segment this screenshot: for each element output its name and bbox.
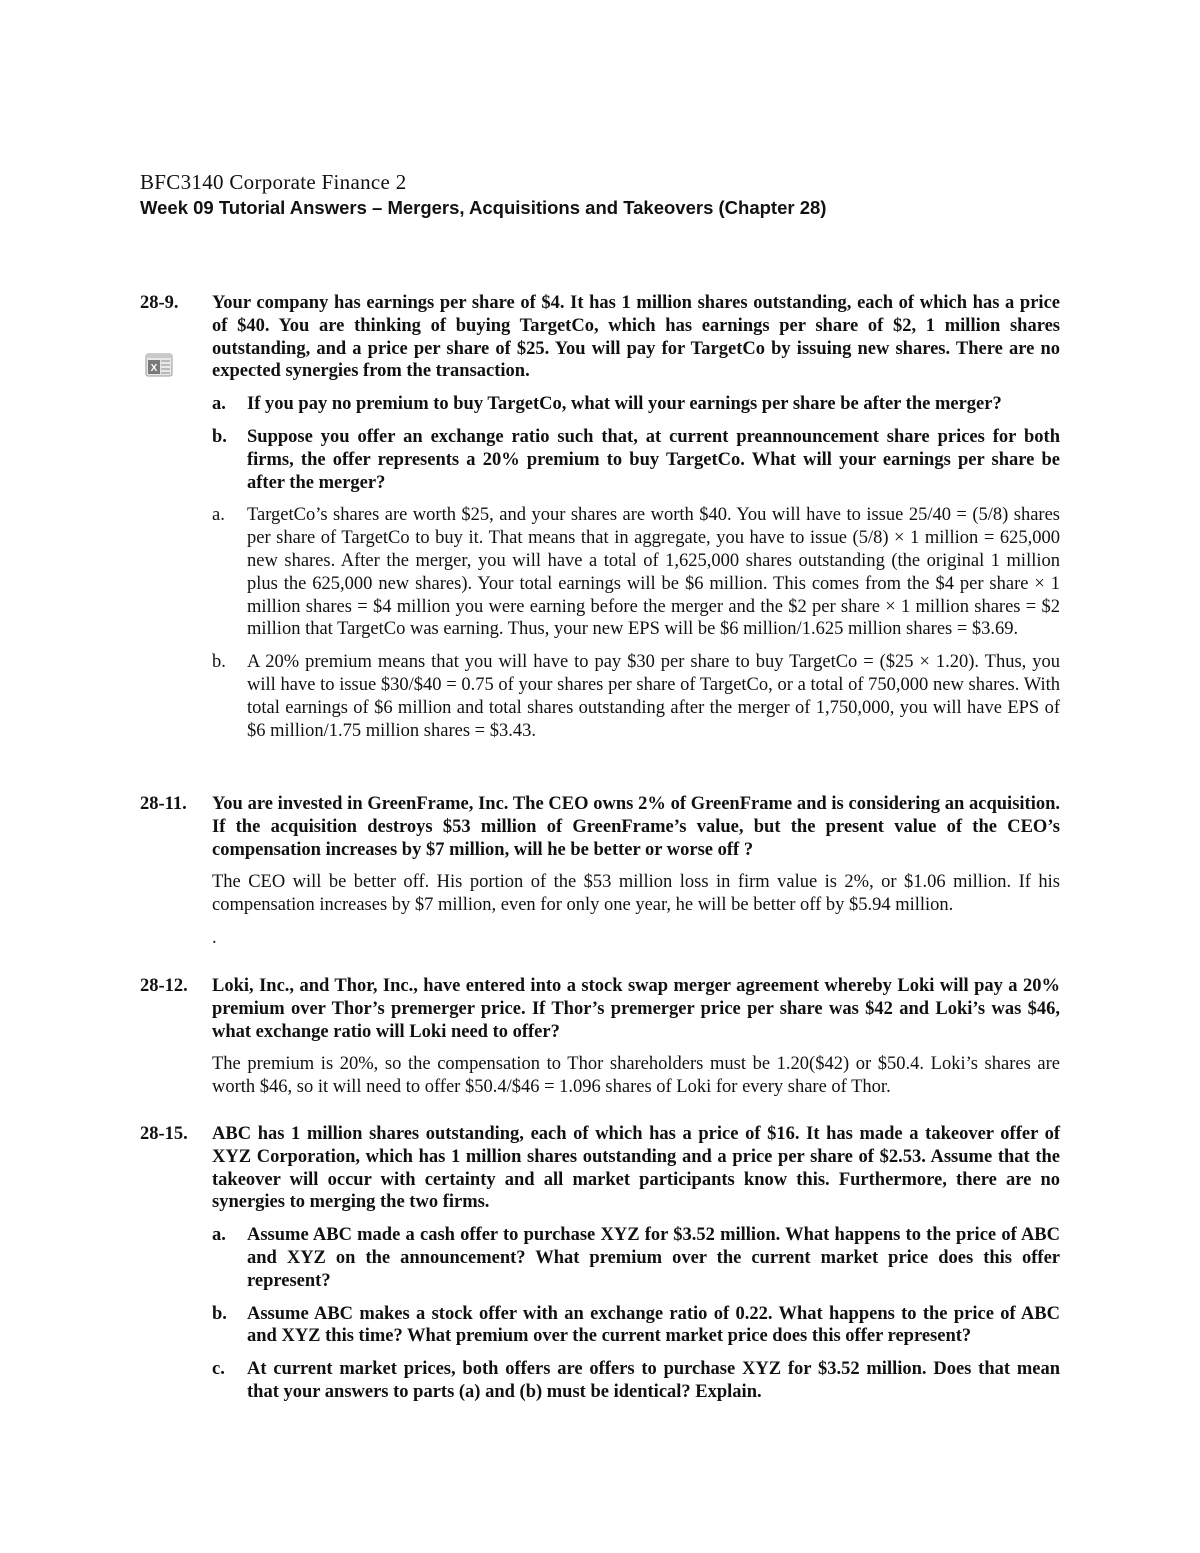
part-text: At current market prices, both offers are offers to purchase XYZ for $3.52 million. Does that mean that your answers to parts (a) and (b) must be identical? Explain. [247, 1359, 1060, 1402]
question-part-c [212, 1358, 1060, 1404]
problem-number: 28-15. [140, 1124, 188, 1144]
document-subtitle: Week 09 Tutorial Answers – Mergers, Acquisitions and Takeovers (Chapter 28) [140, 197, 827, 218]
document-title: BFC3140 Corporate Finance 2 [140, 170, 407, 194]
problem-number: 28-12. [140, 976, 188, 996]
problem-question: You are invested in GreenFrame, Inc. The CEO owns 2% of GreenFrame and is considering an acquisition. If the acquisition destroys $53 million of GreenFrame’s value, but the present value of the CEO’s compensation increases by $7 million, will he be better or worse off ? [212, 794, 1060, 860]
part-letter: c. [212, 1359, 225, 1380]
part-letter: a. [212, 1225, 226, 1246]
part-letter: b. [212, 426, 227, 447]
problem-28-9 [140, 292, 1060, 742]
question-part-a [212, 1224, 1060, 1292]
part-text: Assume ABC makes a stock offer with an exchange ratio of 0.22. What happens to the price of ABC and XYZ this time? What premium over the current market price does this offer represent? [247, 1303, 1060, 1347]
part-letter: a. [212, 394, 226, 415]
question-part-b [212, 426, 1060, 494]
part-text: Suppose you offer an exchange ratio such that, at current preannouncement share prices for both firms, the offer represents a 20% premium to buy TargetCo. What will your earnings per share be after the merger? [247, 426, 1060, 493]
answer-text: The premium is 20%, so the compensation to Thor shareholders must be 1.20($42) or $50.4. Loki’s shares are worth $46, so it will need to offer $50.4/$46 = 1.096 shares of Loki for every share of Thor. [212, 1054, 1060, 1098]
answer-text: The CEO will be better off. His portion of the $53 million loss in firm value is 2%, or $1.06 million. If his compensation increases by $7 million, even for only one year, he will be better off by $5.94 million. [212, 872, 1060, 916]
answer-letter: b. [212, 652, 226, 673]
problem-28-12 [140, 975, 1060, 1099]
problem-28-11 [140, 793, 1060, 950]
svg-text:X: X [150, 363, 158, 374]
question-part-b [212, 1303, 1060, 1349]
problem-number: 28-11. [140, 794, 187, 814]
answer-text: TargetCo’s shares are worth $25, and your shares are worth $40. You will have to issue 25/40 = (5/8) shares per share of TargetCo to buy it. That means that in aggregate, you have to issue (5/8) × 1 million = 625,000 new shares. After the merger, you will have a total of 1,625,000 shares outstanding (the original 1 million plus the 625,000 new shares). Your total earnings will be $6 million. This comes from the $4 per share × 1 million shares = $4 million you were earning before the merger and the $2 per share × 1 million shares = $2 million that TargetCo was earning. Thus, your new EPS will be $6 million/1.625 million shares = $3.69. [247, 505, 1060, 640]
problem-28-15 [140, 1123, 1060, 1404]
part-text: If you pay no premium to buy TargetCo, what will your earnings per share be after the merger? [247, 394, 1002, 415]
part-text: Assume ABC made a cash offer to purchase XYZ for $3.52 million. What happens to the price of ABC and XYZ on the announcement? What premium over the current market price does this offer represent? [247, 1225, 1060, 1291]
problem-question: Loki, Inc., and Thor, Inc., have entered into a stock swap merger agreement whereby Loki will pay a 20% premium over Thor’s premerger price. If Thor’s premerger price per share was $42 and Loki’s was $46, what exchange ratio will Loki need to offer? [212, 976, 1060, 1042]
part-letter: b. [212, 1303, 227, 1324]
answer-part-b [212, 651, 1060, 742]
answer-letter: a. [212, 505, 225, 526]
problem-number: 28-9. [140, 293, 179, 313]
stray-period: . [212, 927, 217, 948]
problem-question: Your company has earnings per share of $4. It has 1 million shares outstanding, each of which has a price of $40. You are thinking of buying TargetCo, which has earnings per share of $2, 1 million shares outstanding, and a price per share of $25. You will pay for TargetCo by issuing new shares. There are no expected synergies from the transaction. [212, 293, 1060, 382]
answer-part-a [212, 504, 1060, 641]
question-part-a [212, 393, 1060, 416]
problem-question: ABC has 1 million shares outstanding, each of which has a price of $16. It has made a takeover offer of XYZ Corporation, which has 1 million shares outstanding and a price per share of $2.53. Assume that the takeover will occur with certainty and all market participants know this. Furthermore, there are no synergies to merging the two firms. [212, 1124, 1060, 1213]
answer-text: A 20% premium means that you will have to pay $30 per share to buy TargetCo = ($25 × 1.20). Thus, you will have to issue $30/$40 = 0.75 of your shares per share of TargetCo, or a total of 750,000 new shares. With total earnings of $6 million and total shares outstanding after the merger of 1,750,000, you will have EPS of $6 million/1.75 million shares = $3.43. [247, 652, 1060, 741]
